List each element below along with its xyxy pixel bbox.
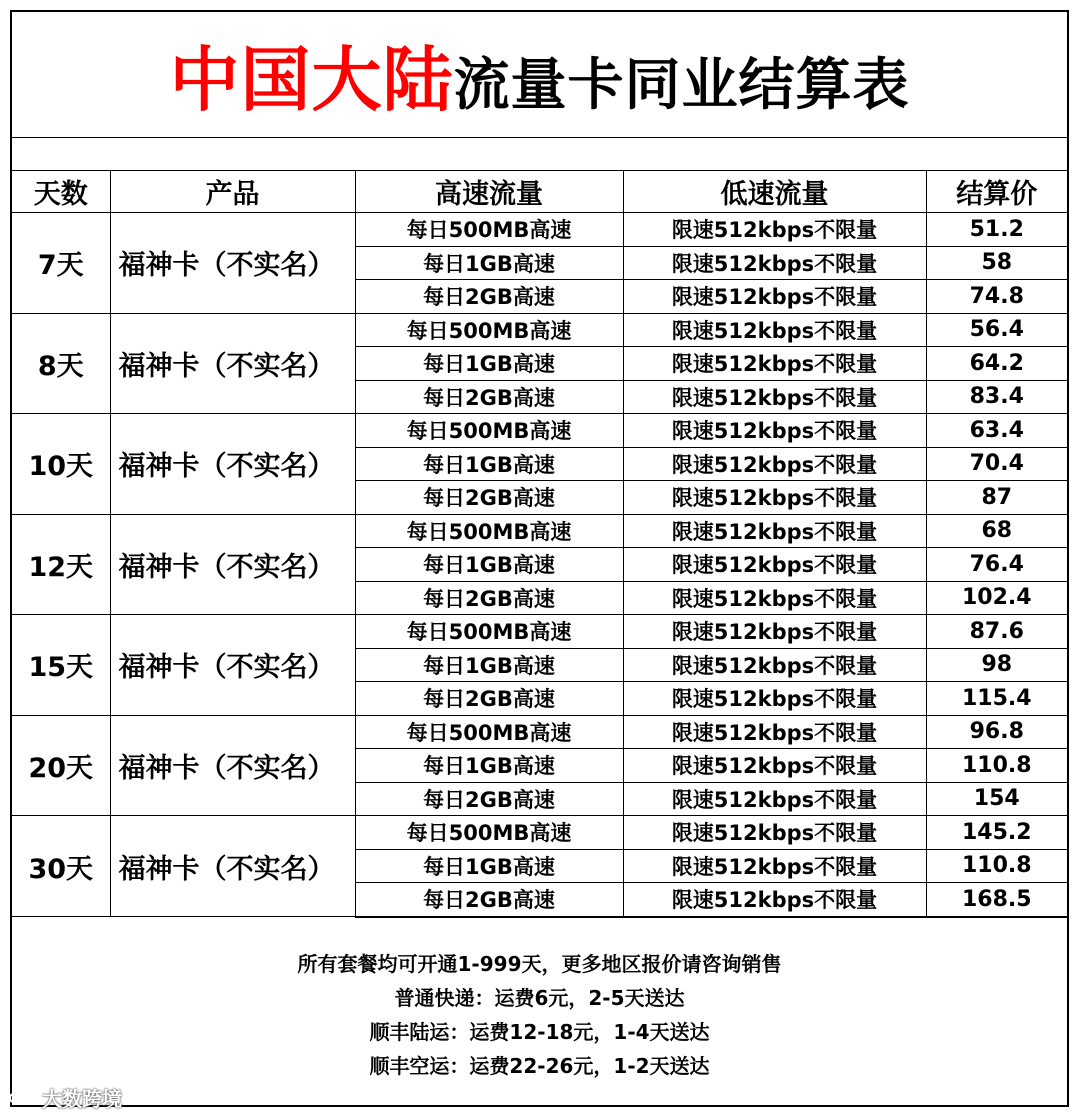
price-cell: 70.4 xyxy=(926,447,1067,481)
low-speed-cell: 限速512kbps不限量 xyxy=(623,849,926,883)
low-speed-cell: 限速512kbps不限量 xyxy=(623,313,926,347)
price-table xyxy=(12,171,1067,918)
price-cell: 96.8 xyxy=(926,715,1067,749)
high-speed-cell: 每日2GB高速 xyxy=(355,782,623,816)
header-product: 产品 xyxy=(110,171,355,213)
high-speed-cell: 每日1GB高速 xyxy=(355,447,623,481)
price-cell: 68 xyxy=(926,514,1067,548)
low-speed-cell: 限速512kbps不限量 xyxy=(623,414,926,448)
low-speed-cell: 限速512kbps不限量 xyxy=(623,749,926,783)
blank-row xyxy=(12,138,1067,171)
price-cell: 87 xyxy=(926,481,1067,515)
high-speed-cell: 每日500MB高速 xyxy=(355,816,623,850)
watermark-text: 大数跨境 xyxy=(42,1087,122,1111)
product-cell: 福神卡（不实名） xyxy=(110,514,355,615)
product-cell: 福神卡（不实名） xyxy=(110,213,355,314)
days-cell: 8天 xyxy=(12,313,110,414)
high-speed-cell: 每日2GB高速 xyxy=(355,883,623,917)
high-speed-cell: 每日1GB高速 xyxy=(355,347,623,381)
high-speed-cell: 每日1GB高速 xyxy=(355,849,623,883)
header-low-speed: 低速流量 xyxy=(623,171,926,213)
watermark xyxy=(8,1083,122,1112)
price-cell: 154 xyxy=(926,782,1067,816)
low-speed-cell: 限速512kbps不限量 xyxy=(623,481,926,515)
infinity-logo-icon xyxy=(8,1089,38,1107)
high-speed-cell: 每日2GB高速 xyxy=(355,481,623,515)
high-speed-cell: 每日500MB高速 xyxy=(355,715,623,749)
price-cell: 58 xyxy=(926,246,1067,280)
days-cell: 12天 xyxy=(12,514,110,615)
days-cell: 20天 xyxy=(12,715,110,816)
note-line: 所有套餐均可开通1-999天，更多地区报价请咨询销售 xyxy=(297,952,782,976)
low-speed-cell: 限速512kbps不限量 xyxy=(623,715,926,749)
note-line: 顺丰空运：运费22-26元，1-2天送达 xyxy=(369,1054,710,1078)
low-speed-cell: 限速512kbps不限量 xyxy=(623,213,926,247)
title-rest: 流量卡同业结算表 xyxy=(453,52,910,118)
low-speed-cell: 限速512kbps不限量 xyxy=(623,648,926,682)
low-speed-cell: 限速512kbps不限量 xyxy=(623,615,926,649)
high-speed-cell: 每日500MB高速 xyxy=(355,414,623,448)
high-speed-cell: 每日2GB高速 xyxy=(355,280,623,314)
table-row xyxy=(12,816,1067,850)
high-speed-cell: 每日1GB高速 xyxy=(355,246,623,280)
price-cell: 74.8 xyxy=(926,280,1067,314)
days-cell: 10天 xyxy=(12,414,110,515)
low-speed-cell: 限速512kbps不限量 xyxy=(623,782,926,816)
product-cell: 福神卡（不实名） xyxy=(110,414,355,515)
header-price: 结算价 xyxy=(926,171,1067,213)
price-cell: 83.4 xyxy=(926,380,1067,414)
high-speed-cell: 每日500MB高速 xyxy=(355,514,623,548)
low-speed-cell: 限速512kbps不限量 xyxy=(623,816,926,850)
header-high-speed: 高速流量 xyxy=(355,171,623,213)
low-speed-cell: 限速512kbps不限量 xyxy=(623,883,926,917)
days-cell: 7天 xyxy=(12,213,110,314)
low-speed-cell: 限速512kbps不限量 xyxy=(623,548,926,582)
high-speed-cell: 每日2GB高速 xyxy=(355,682,623,716)
days-cell: 15天 xyxy=(12,615,110,716)
high-speed-cell: 每日500MB高速 xyxy=(355,313,623,347)
high-speed-cell: 每日500MB高速 xyxy=(355,615,623,649)
notes-section xyxy=(12,947,1067,1083)
high-speed-cell: 每日2GB高速 xyxy=(355,581,623,615)
price-cell: 110.8 xyxy=(926,849,1067,883)
low-speed-cell: 限速512kbps不限量 xyxy=(623,246,926,280)
price-cell: 98 xyxy=(926,648,1067,682)
price-sheet xyxy=(10,10,1069,1107)
days-cell: 30天 xyxy=(12,816,110,917)
price-cell: 56.4 xyxy=(926,313,1067,347)
high-speed-cell: 每日1GB高速 xyxy=(355,548,623,582)
price-cell: 64.2 xyxy=(926,347,1067,381)
low-speed-cell: 限速512kbps不限量 xyxy=(623,347,926,381)
table-header-row xyxy=(12,171,1067,213)
price-cell: 63.4 xyxy=(926,414,1067,448)
low-speed-cell: 限速512kbps不限量 xyxy=(623,682,926,716)
page-title xyxy=(12,12,1067,138)
price-cell: 145.2 xyxy=(926,816,1067,850)
table-row xyxy=(12,615,1067,649)
table-row xyxy=(12,313,1067,347)
table-row xyxy=(12,213,1067,247)
product-cell: 福神卡（不实名） xyxy=(110,313,355,414)
product-cell: 福神卡（不实名） xyxy=(110,715,355,816)
price-cell: 76.4 xyxy=(926,548,1067,582)
price-cell: 115.4 xyxy=(926,682,1067,716)
note-line: 普通快递：运费6元，2-5天送达 xyxy=(394,986,685,1010)
title-highlight: 中国大陆 xyxy=(169,39,454,121)
price-cell: 110.8 xyxy=(926,749,1067,783)
header-days: 天数 xyxy=(12,171,110,213)
low-speed-cell: 限速512kbps不限量 xyxy=(623,447,926,481)
price-cell: 87.6 xyxy=(926,615,1067,649)
table-row xyxy=(12,414,1067,448)
price-cell: 168.5 xyxy=(926,883,1067,917)
low-speed-cell: 限速512kbps不限量 xyxy=(623,514,926,548)
price-cell: 102.4 xyxy=(926,581,1067,615)
high-speed-cell: 每日500MB高速 xyxy=(355,213,623,247)
note-line: 顺丰陆运：运费12-18元，1-4天送达 xyxy=(369,1020,710,1044)
product-cell: 福神卡（不实名） xyxy=(110,816,355,917)
table-row xyxy=(12,715,1067,749)
table-row xyxy=(12,514,1067,548)
high-speed-cell: 每日1GB高速 xyxy=(355,648,623,682)
high-speed-cell: 每日1GB高速 xyxy=(355,749,623,783)
product-cell: 福神卡（不实名） xyxy=(110,615,355,716)
low-speed-cell: 限速512kbps不限量 xyxy=(623,581,926,615)
low-speed-cell: 限速512kbps不限量 xyxy=(623,380,926,414)
high-speed-cell: 每日2GB高速 xyxy=(355,380,623,414)
price-cell: 51.2 xyxy=(926,213,1067,247)
low-speed-cell: 限速512kbps不限量 xyxy=(623,280,926,314)
